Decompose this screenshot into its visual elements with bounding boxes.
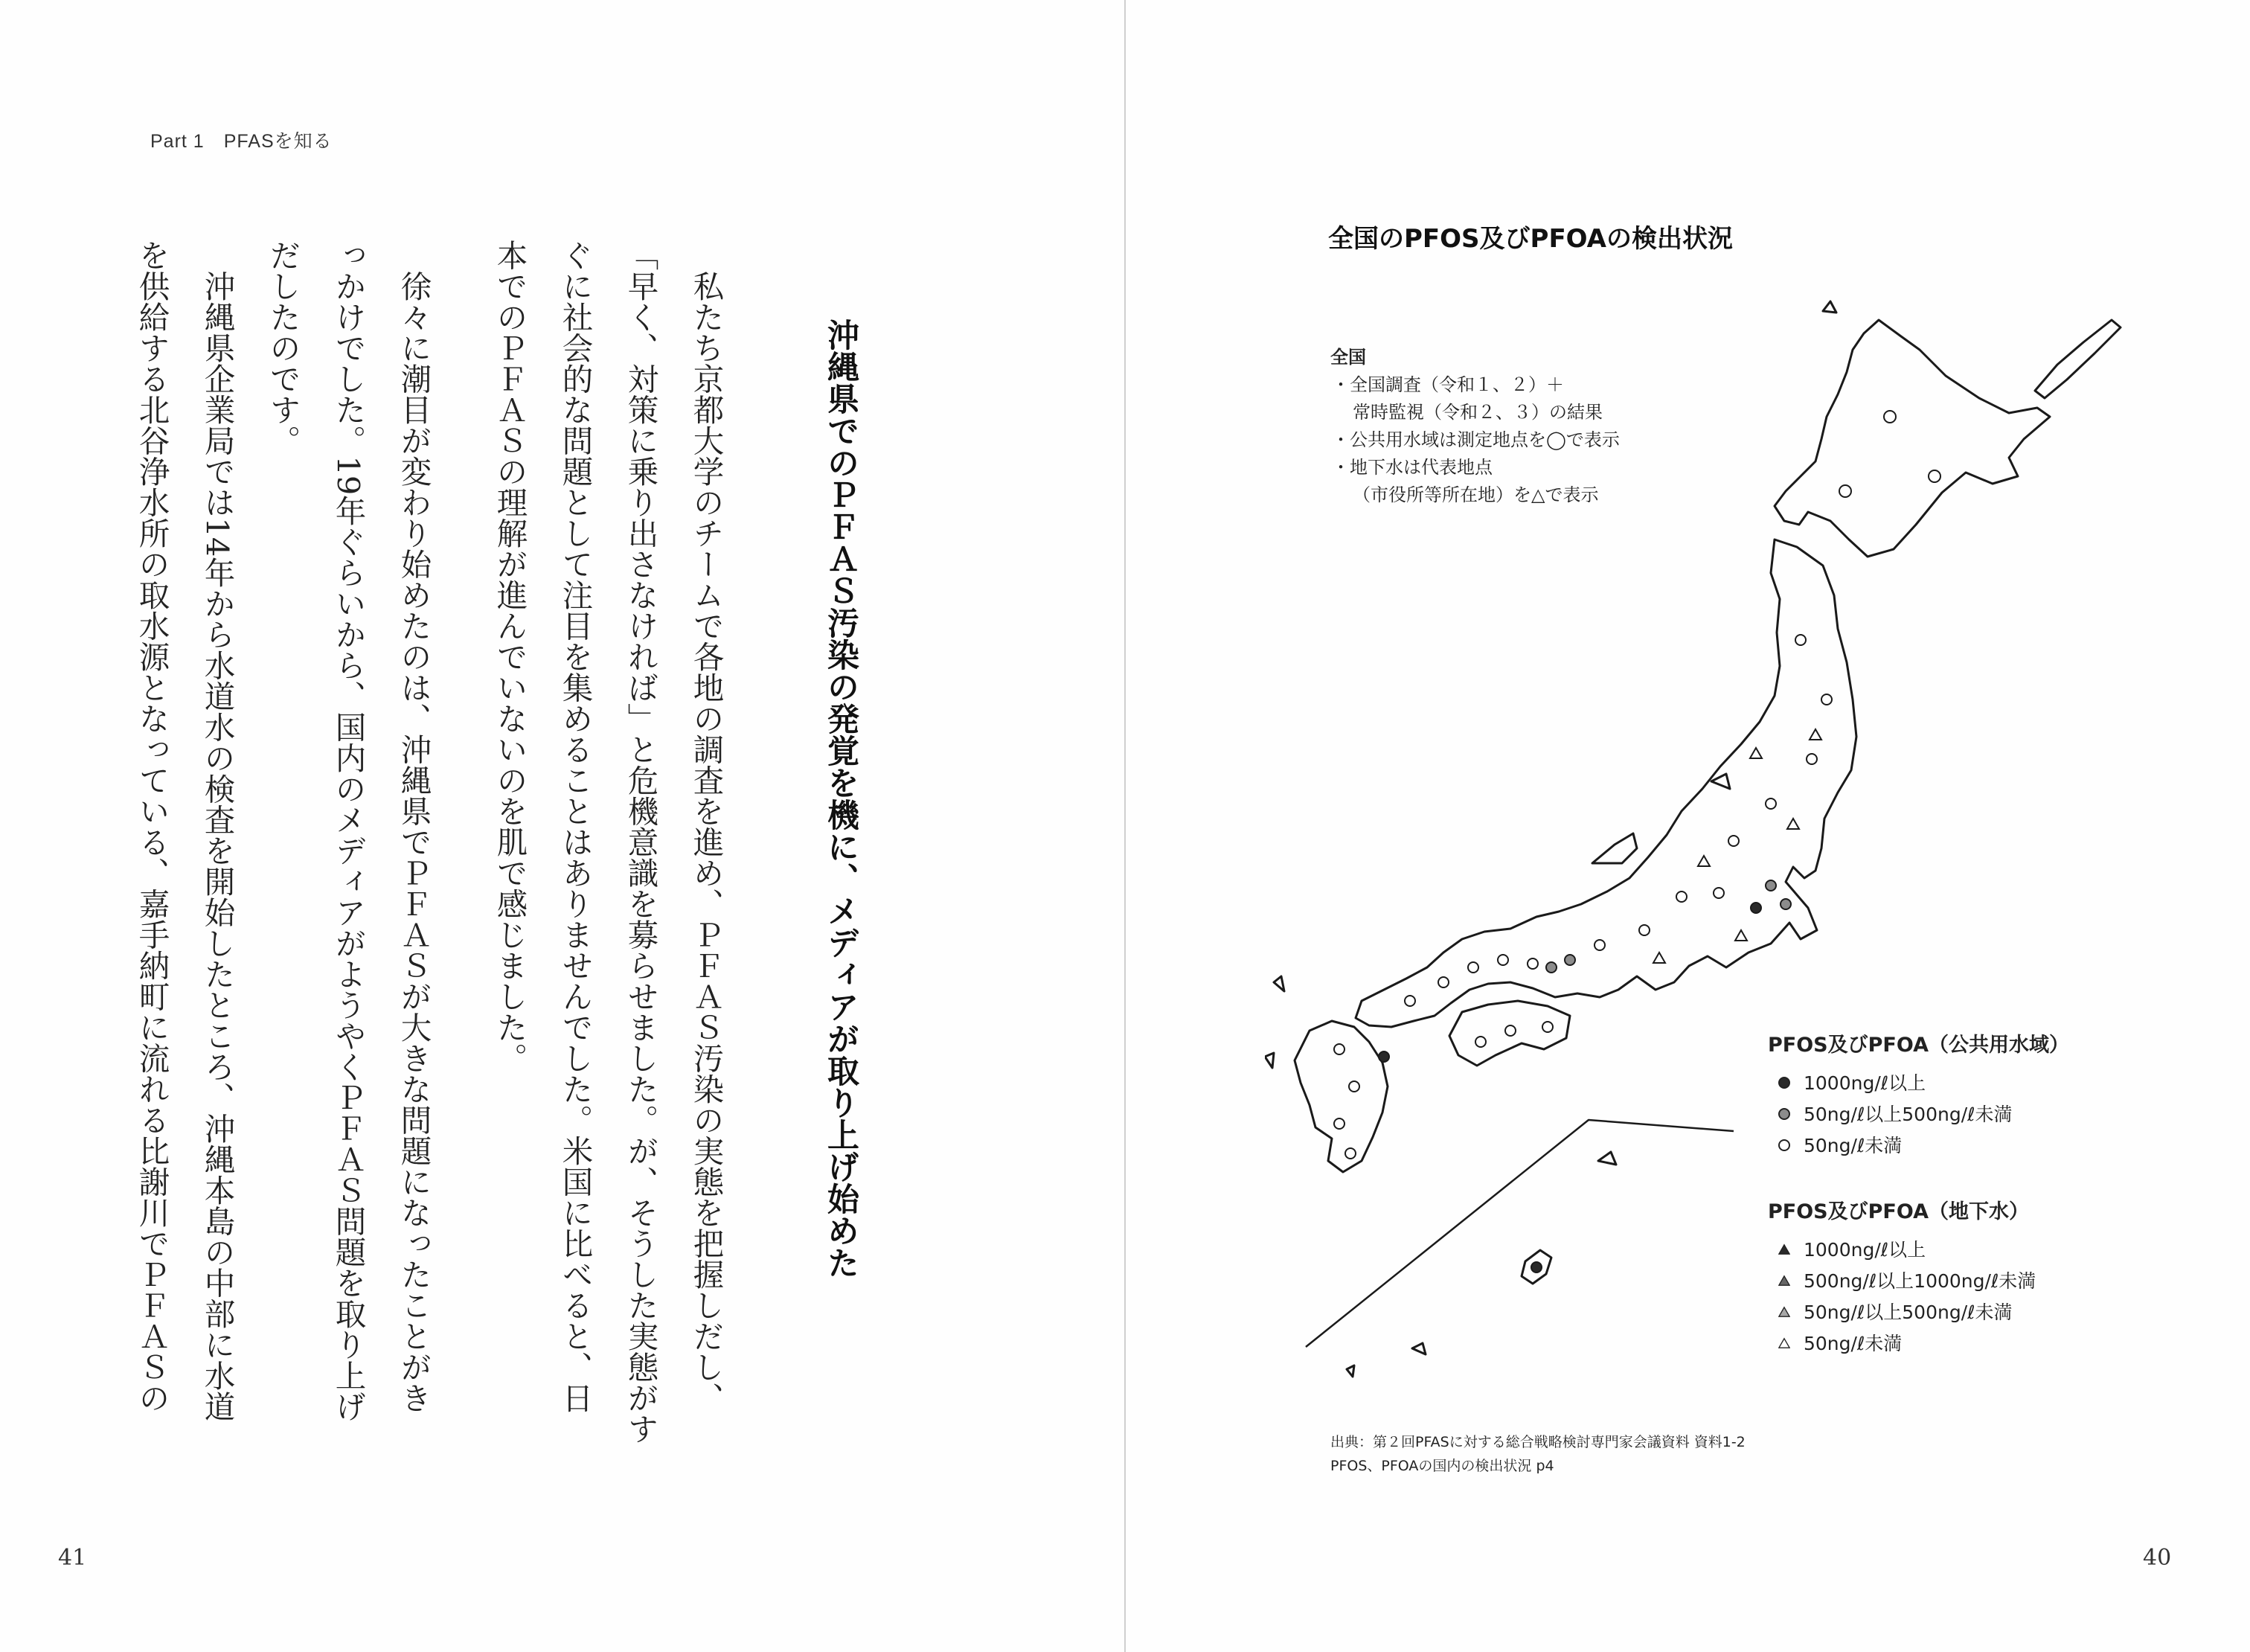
legend-item — [1768, 1235, 2036, 1266]
filled-triangle-icon — [1778, 1243, 1790, 1255]
source-line: 出典：第２回PFASに対する総合戦略検討専門家会議資料 資料1-2 — [1330, 1434, 1746, 1450]
note-line: （市役所等所在地）を△で表示 — [1353, 484, 1599, 505]
hokkaido-islands — [2035, 320, 2121, 398]
body-column-1: 私たち京都大学のチームで各地の調査を進め、ＰＦＡＳ汚染の実態を把握しだし、 — [688, 240, 725, 1413]
legend-groundwater — [1768, 1195, 2036, 1360]
body-column-8: 沖縄県企業局では14年から水道水の検査を開始したところ、沖縄本島の中部に水道 — [199, 240, 236, 1422]
legend-item — [1768, 1266, 2036, 1297]
page-number-right: 40 — [2143, 1545, 2172, 1571]
filled-circle-icon — [1778, 1077, 1790, 1089]
legend-item — [1768, 1297, 2036, 1328]
notes-heading: 全国 — [1330, 347, 1366, 368]
legend-item — [1768, 1099, 2069, 1130]
legend-item — [1768, 1068, 2069, 1099]
dark-triangle-icon — [1778, 1275, 1790, 1287]
note-line: ・全国調査（令和１、２）＋ — [1332, 374, 1564, 395]
body-column-4: 本でのＰＦＡＳの理解が進んでいないのを肌で感じました。 — [491, 240, 528, 1074]
okinawa-inset-frame — [1306, 1120, 1734, 1347]
gray-triangle-icon — [1778, 1306, 1790, 1318]
open-circle-icon — [1778, 1139, 1790, 1151]
legend-label: 50ng/ℓ以上500ng/ℓ未満 — [1804, 1104, 2013, 1125]
legend-item — [1768, 1328, 2036, 1360]
body-column-9: を供給する北谷浄水所の取水源となっている、嘉手納町に流れる比謝川でＰＦＡＳの — [133, 240, 170, 1413]
note-line: ・地下水は代表地点 — [1332, 457, 1493, 478]
legend-surface-water — [1768, 1028, 2069, 1162]
legend-title: PFOS及びPFOA（地下水） — [1768, 1200, 2029, 1223]
gray-circle-icon — [1778, 1108, 1790, 1120]
legend-item — [1768, 1130, 2069, 1162]
source-citation — [1330, 1430, 1746, 1478]
groundwater-points — [1653, 729, 1821, 963]
note-line: ・公共用水域は測定地点を◯で表示 — [1332, 429, 1620, 450]
hokkaido-outline — [1775, 320, 2050, 557]
source-line: PFOS、PFOAの国内の検出状況 p4 — [1330, 1458, 1554, 1474]
body-column-2: 「早く、対策に乗り出さなければ」と危機意識を募らせました。が、そうした実態がす — [622, 240, 659, 1444]
legend-label: 50ng/ℓ以上500ng/ℓ未満 — [1804, 1302, 2013, 1323]
japan-map — [1265, 290, 2232, 1421]
body-column-7: だしたのです。 — [264, 240, 301, 456]
body-column-3: ぐに社会的な問題として注目を集めることはありませんでした。米国に比べると、日 — [557, 240, 594, 1413]
legend-label: 1000ng/ℓ以上 — [1804, 1072, 1926, 1094]
legend-label: 1000ng/ℓ以上 — [1804, 1239, 1926, 1261]
section-heading: 沖縄県でのＰＦＡＳ汚染の発覚を機に、メディアが取り上げ始めた — [822, 318, 859, 1278]
body-column-6: っかけでした。19年ぐらいから、国内のメディアがようやくＰＦＡＳ問題を取り上げ — [330, 240, 367, 1422]
legend-label: 500ng/ℓ以上1000ng/ℓ未満 — [1804, 1270, 2036, 1292]
legend-label: 50ng/ℓ未満 — [1804, 1135, 1903, 1156]
page-number-left: 41 — [58, 1545, 87, 1571]
body-column-5: 徐々に潮目が変わり始めたのは、沖縄県でＰＦＡＳが大きな問題になったことがき — [395, 240, 432, 1413]
honshu-outline — [1356, 540, 1856, 1027]
map-title: 全国のPFOS及びPFOAの検出状況 — [1328, 224, 1733, 254]
legend-title: PFOS及びPFOA（公共用水域） — [1768, 1034, 2069, 1057]
legend-label: 50ng/ℓ未満 — [1804, 1333, 1903, 1354]
running-head: Part 1 PFASを知る — [150, 131, 333, 152]
open-triangle-icon — [1778, 1337, 1790, 1349]
left-page — [0, 0, 1124, 1652]
note-line: 常時監視（令和２、３）の結果 — [1353, 402, 1603, 423]
